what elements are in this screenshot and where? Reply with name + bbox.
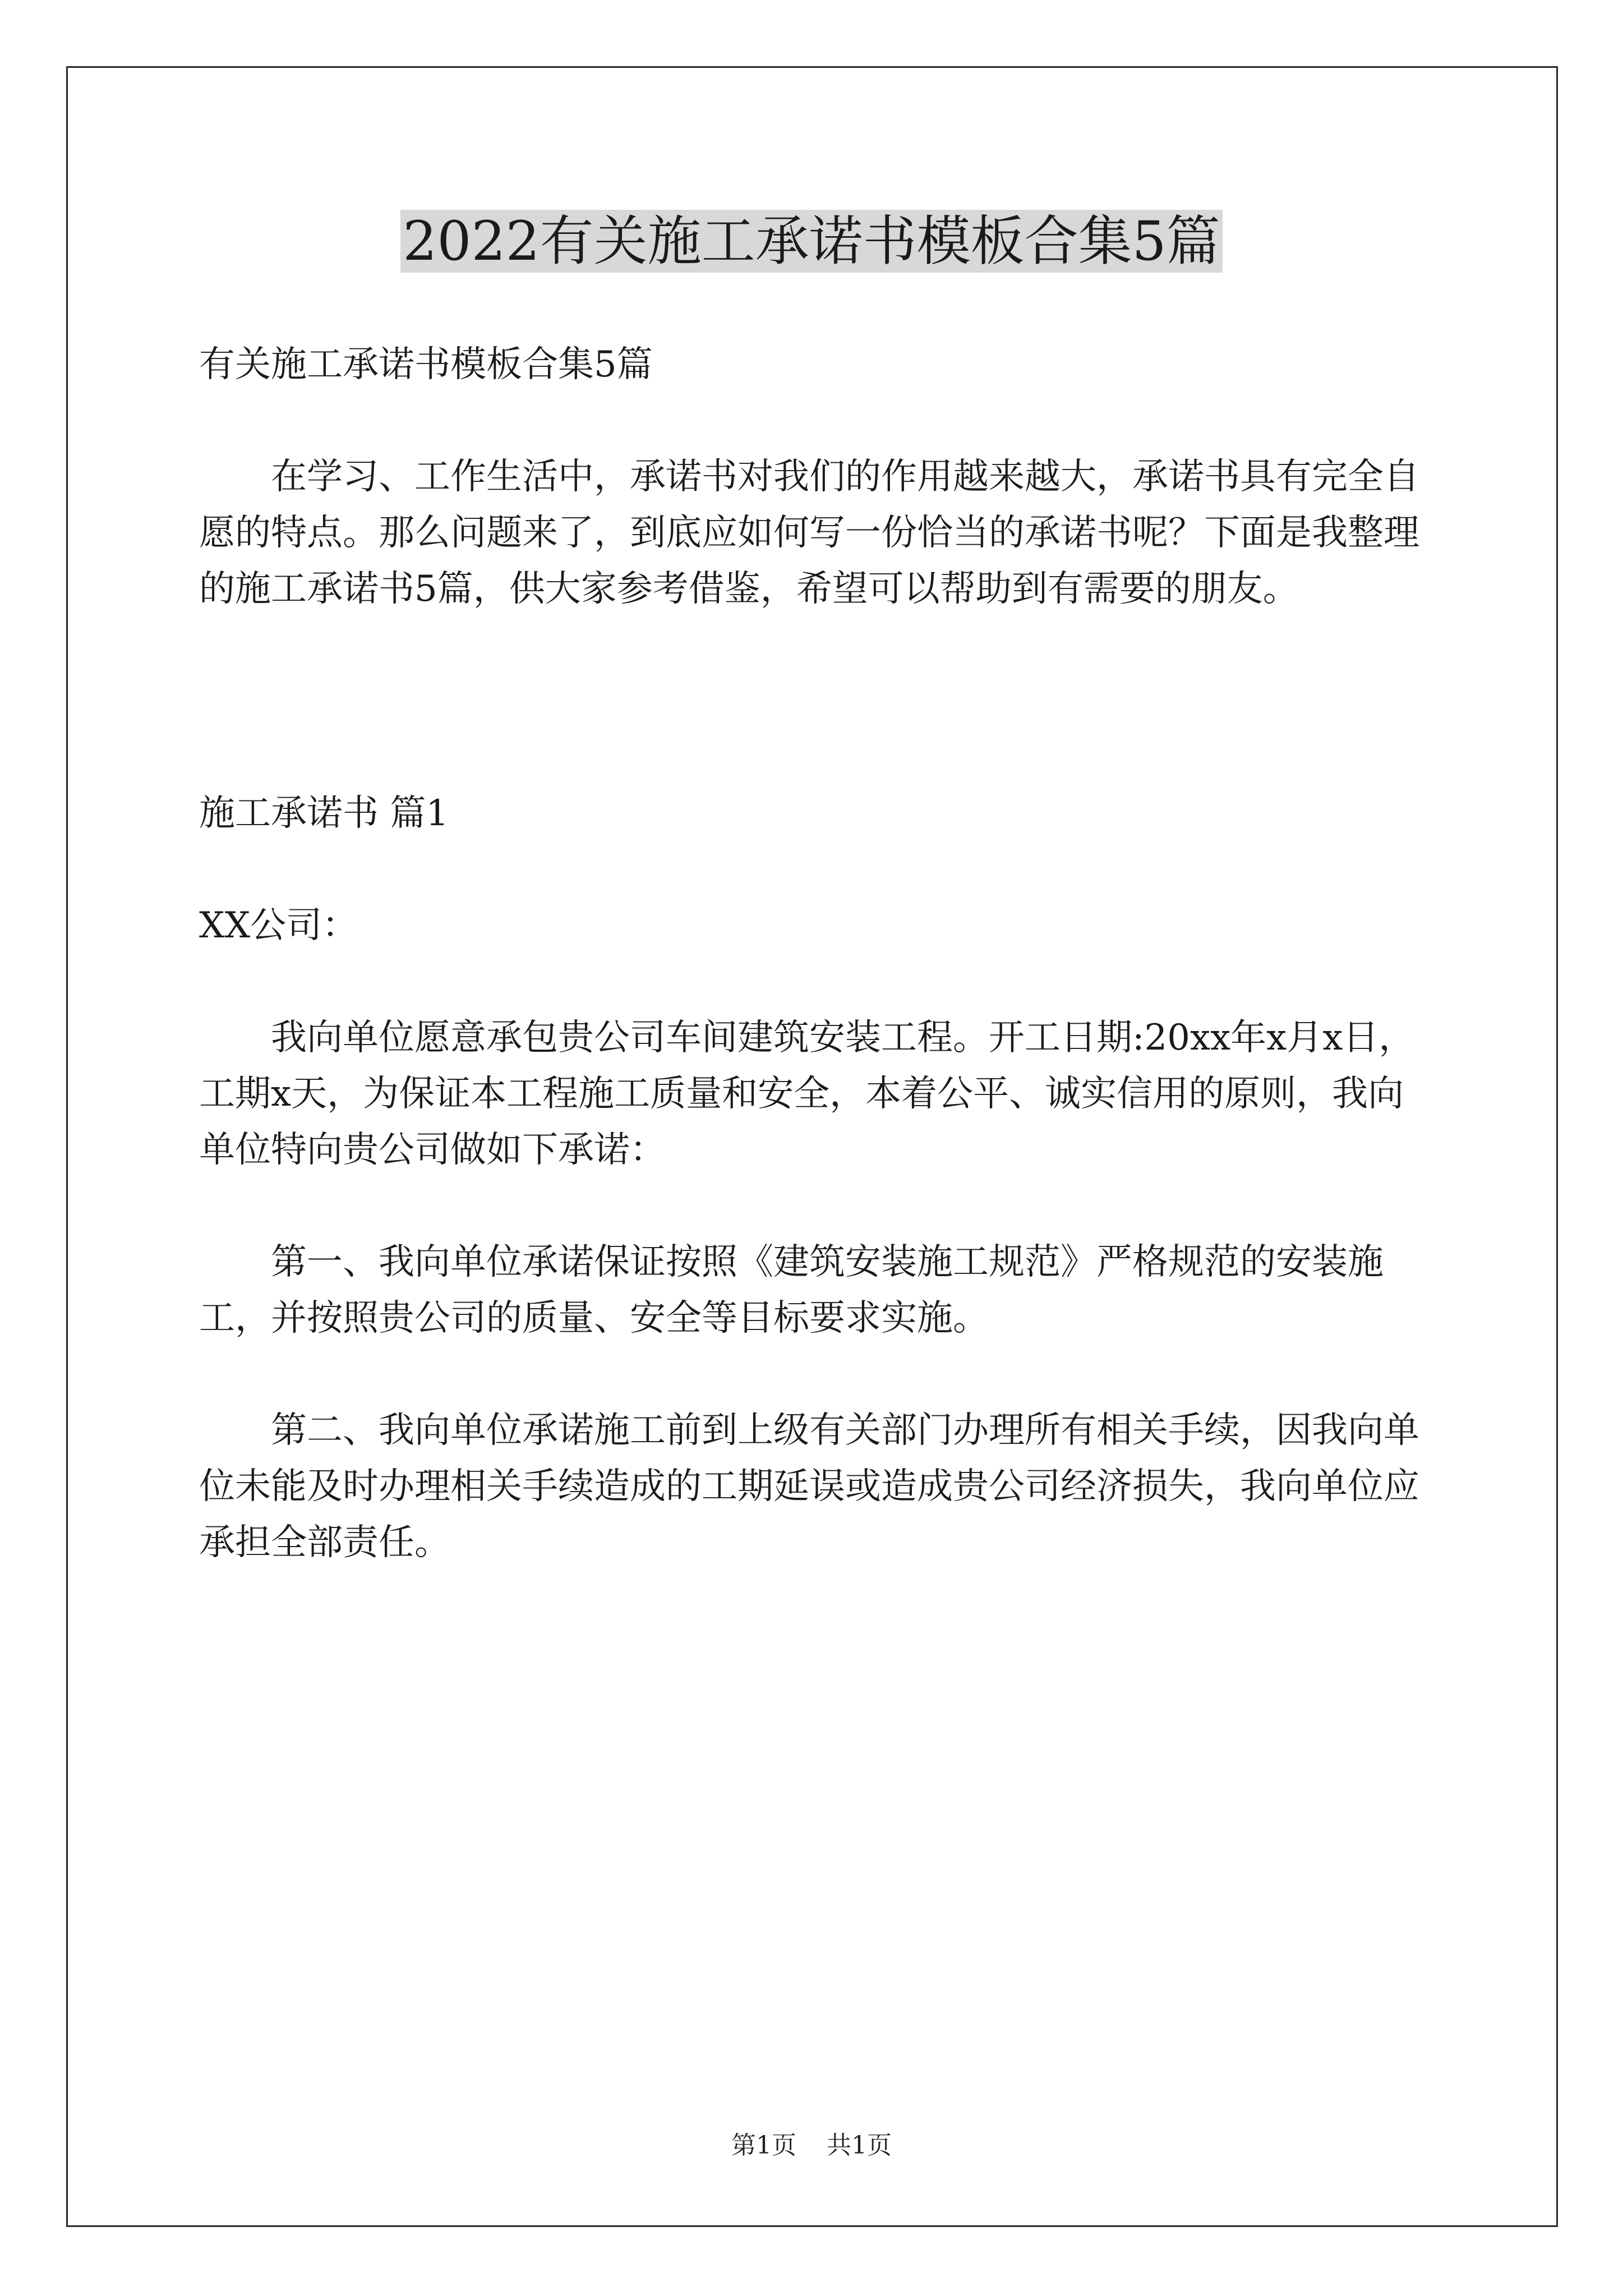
page-footer	[0, 2129, 1623, 2162]
section-heading: 施工承诺书 篇1	[199, 793, 449, 834]
page-number: 第1页	[731, 2131, 796, 2160]
salutation: XX公司：	[199, 905, 358, 946]
document-title	[0, 202, 1623, 280]
document-subtitle: 有关施工承诺书模板合集5篇	[199, 344, 653, 385]
section-gap	[199, 617, 1438, 785]
intro-paragraph: 在学习、工作生活中，承诺书对我们的作用越来越大，承诺书具有完全自愿的特点。那么问题来了，到底应如何写一份恰当的承诺书呢？下面是我整理的施工承诺书5篇，供大家参考借鉴，希望可以帮助到有需要的朋友。	[199, 456, 1419, 610]
page-total: 共1页	[827, 2131, 892, 2160]
body-paragraph-1: 我向单位愿意承包贵公司车间建筑安装工程。开工日期:20xx年x月x日，工期x天，为保证本工程施工质量和安全，本着公平、诚实信用的原则，我向单位特向贵公司做如下承诺：	[199, 1017, 1415, 1171]
body-paragraph-3: 第二、我向单位承诺施工前到上级有关部门办理所有相关手续，因我向单位未能及时办理相关手续造成的工期延误或造成贵公司经济损失，我向单位应承担全部责任。	[199, 1410, 1419, 1563]
document-title-text: 2022有关施工承诺书模板合集5篇	[400, 210, 1222, 273]
document-body	[199, 337, 1438, 1627]
body-paragraph-2: 第一、我向单位承诺保证按照《建筑安装施工规范》严格规范的安装施工，并按照贵公司的质量、安全等目标要求实施。	[199, 1241, 1384, 1339]
